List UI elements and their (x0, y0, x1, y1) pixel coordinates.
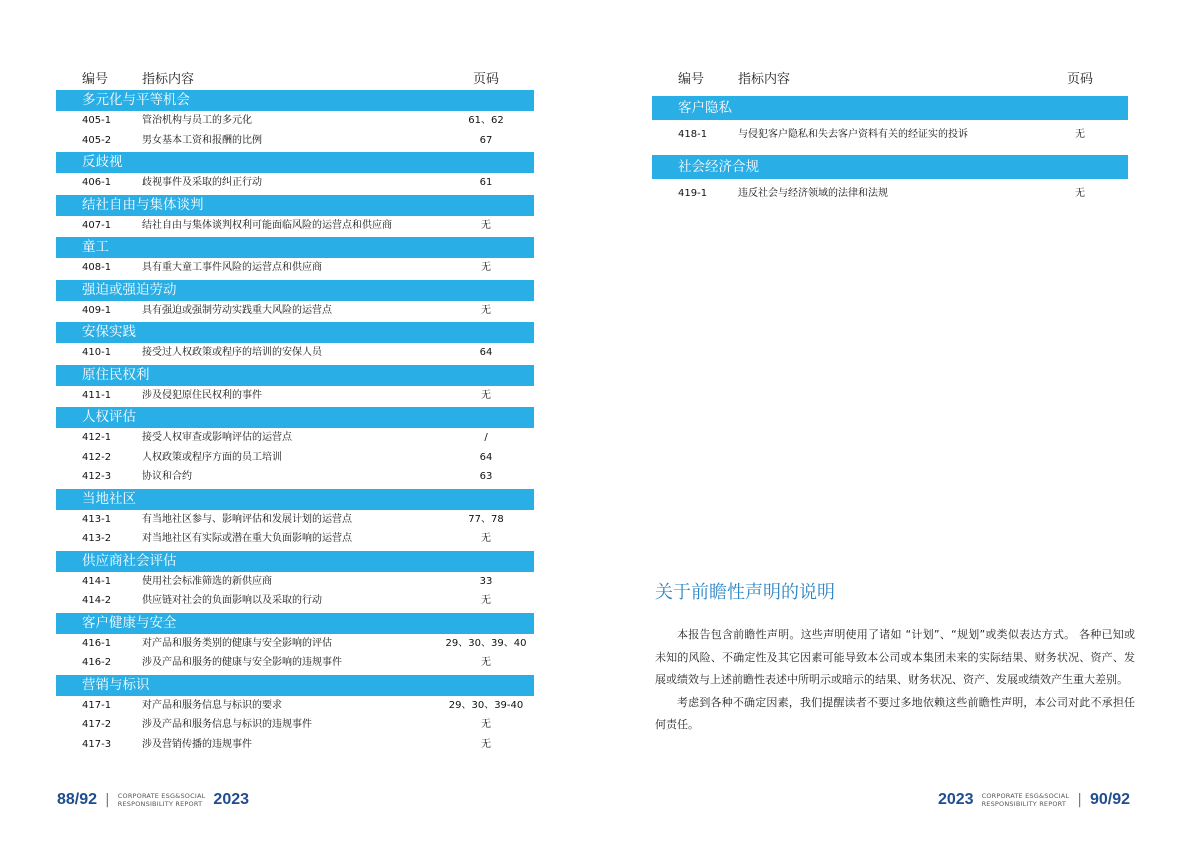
page-reference: 无 (481, 738, 491, 750)
section-heading: 童工 (56, 237, 534, 258)
section-heading: 反歧视 (56, 152, 534, 173)
footer-right (938, 788, 1130, 812)
indicator-description: 具有强迫或强制劳动实践重大风险的运营点 (142, 304, 332, 316)
table-row (56, 216, 534, 236)
page-number-right: 90/92 (1089, 791, 1130, 808)
indicator-description: 接受人权审查或影响评估的运营点 (142, 432, 292, 443)
section-heading: 人权评估 (56, 407, 534, 428)
indicator-code: 418-1 (678, 129, 708, 140)
report-name-line-2: RESPONSIBILITY REPORT (117, 800, 203, 808)
indicator-code: 410-1 (82, 347, 112, 358)
forward-looking-statement (655, 578, 1135, 737)
page-number-left: 88/92 (57, 791, 98, 808)
page-reference: 无 (1075, 129, 1085, 140)
indicator-description: 使用社会标准筛选的新供应商 (142, 575, 272, 587)
table-header (56, 62, 534, 88)
indicator-description: 具有重大童工事件风险的运营点和供应商 (142, 262, 322, 273)
indicator-description: 涉及产品和服务的健康与安全影响的违规事件 (142, 657, 342, 668)
section-heading: 原住民权利 (56, 365, 534, 386)
header-page: 页码 (1066, 72, 1094, 87)
page-reference: 无 (1075, 188, 1085, 199)
page-reference: 64 (479, 347, 493, 358)
indicator-code: 417-3 (82, 738, 112, 750)
table-row (56, 343, 534, 363)
footer-separator: | (1077, 792, 1082, 808)
statement-paragraph-1: 本报告包含前瞻性声明。这些声明使用了诸如 “计划”、“规划”或类似表达方式。 各种已知或未知的风险、不确定性及其它因素可能导致本公司或本集团未来的实际结果、财务状况、资产、发展或绩效与上述前瞻性表述中所明示或暗示的结果、财务状况、资产、发展或绩效产生重大差别。 (655, 628, 1135, 686)
page-reference: 无 (481, 262, 491, 273)
indicator-description: 结社自由与集体谈判权利可能面临风险的运营点和供应商 (142, 219, 392, 231)
indicator-code: 416-1 (82, 637, 112, 649)
page-reference: 61、62 (468, 115, 504, 126)
indicator-code: 414-1 (82, 575, 112, 587)
indicator-code: 405-1 (82, 115, 112, 126)
indicator-code: 416-2 (82, 657, 112, 668)
table-row (56, 111, 534, 131)
page-reference: 33 (479, 575, 493, 587)
table-row (56, 696, 534, 716)
page-reference: 67 (479, 134, 493, 146)
table-row (56, 591, 534, 611)
indicator-code: 412-1 (82, 432, 112, 443)
page-reference: 无 (481, 533, 491, 544)
indicator-description: 对产品和服务类别的健康与安全影响的评估 (142, 637, 332, 649)
table-row (56, 131, 534, 151)
section-heading: 社会经济合规 (652, 155, 1128, 179)
report-name-line-1: CORPORATE ESG&SOCIAL (981, 792, 1070, 800)
table-row (56, 529, 534, 549)
table-row (56, 653, 534, 673)
header-content: 指标内容 (738, 72, 791, 87)
header-page: 页码 (472, 72, 500, 87)
page-reference: 29、30、39-40 (448, 699, 524, 711)
table-row (56, 634, 534, 654)
indicator-description: 涉及侵犯原住民权利的事件 (142, 389, 262, 401)
right-index-table (652, 62, 1128, 208)
table-row (56, 301, 534, 321)
page-reference: 29、30、39、40 (445, 637, 527, 649)
indicator-code: 413-2 (82, 533, 112, 544)
indicator-code: 413-1 (82, 513, 112, 525)
indicator-code: 417-2 (82, 719, 112, 730)
section-heading: 安保实践 (56, 322, 534, 343)
table-row (56, 258, 534, 278)
indicator-code: 419-1 (678, 188, 708, 199)
section-heading: 强迫或强迫劳动 (56, 280, 534, 301)
left-index-table (56, 62, 534, 754)
table-row (652, 179, 1128, 208)
indicator-code: 405-2 (82, 134, 112, 146)
indicator-code: 411-1 (82, 389, 112, 401)
table-row (56, 510, 534, 530)
table-row (56, 715, 534, 735)
indicator-code: 407-1 (82, 219, 112, 231)
page-reference: 64 (479, 451, 493, 463)
table-row (652, 120, 1128, 149)
indicator-code: 414-2 (82, 595, 112, 606)
section-heading: 供应商社会评估 (56, 551, 534, 572)
indicator-description: 涉及产品和服务信息与标识的违规事件 (142, 719, 312, 730)
indicator-description: 对当地社区有实际或潜在重大负面影响的运营点 (142, 533, 352, 544)
indicator-description: 对产品和服务信息与标识的要求 (142, 699, 282, 711)
page-reference: 无 (481, 219, 491, 231)
page-reference: 无 (481, 389, 491, 401)
table-header (652, 62, 1128, 90)
section-heading: 结社自由与集体谈判 (56, 195, 534, 216)
report-name (982, 792, 1070, 808)
table-row (56, 735, 534, 755)
statement-title: 关于前瞻性声明的说明 (655, 582, 835, 603)
section-heading: 当地社区 (56, 489, 534, 510)
page-reference: 无 (481, 304, 491, 316)
footer-left (57, 788, 249, 812)
section-heading: 客户健康与安全 (56, 613, 534, 634)
page-reference: / (484, 432, 488, 443)
report-name-line-1: CORPORATE ESG&SOCIAL (117, 792, 206, 800)
page-reference: 63 (479, 471, 493, 482)
table-row (56, 173, 534, 193)
page-reference: 61 (479, 177, 493, 188)
table-row (56, 386, 534, 406)
indicator-description: 供应链对社会的负面影响以及采取的行动 (142, 595, 322, 606)
section-heading: 多元化与平等机会 (56, 90, 534, 111)
indicator-description: 男女基本工资和报酬的比例 (142, 134, 262, 146)
report-year: 2023 (937, 791, 974, 808)
footer-separator: | (105, 792, 110, 808)
page-reference: 无 (481, 719, 491, 730)
section-heading: 营销与标识 (56, 675, 534, 696)
table-row (56, 572, 534, 592)
statement-paragraph-2: 考虑到各种不确定因素，我们提醒读者不要过多地依赖这些前瞻性声明，本公司对此不承担任何责任。 (655, 695, 1135, 731)
indicator-description: 与侵犯客户隐私和失去客户资料有关的经证实的投诉 (738, 129, 968, 140)
indicator-code: 412-3 (82, 471, 112, 482)
page-reference: 77、78 (468, 513, 504, 525)
indicator-description: 涉及营销传播的违规事件 (142, 738, 252, 750)
indicator-code: 408-1 (82, 262, 112, 273)
indicator-code: 409-1 (82, 304, 112, 316)
indicator-description: 违反社会与经济领域的法律和法规 (738, 188, 888, 199)
indicator-description: 有当地社区参与、影响评估和发展计划的运营点 (142, 513, 352, 525)
page-reference: 无 (481, 595, 491, 606)
report-name (118, 792, 206, 808)
report-name-line-2: RESPONSIBILITY REPORT (981, 800, 1067, 808)
indicator-description: 管治机构与员工的多元化 (142, 115, 252, 126)
page-reference: 无 (481, 657, 491, 668)
header-content: 指标内容 (142, 72, 195, 87)
report-year: 2023 (213, 791, 250, 808)
header-code: 编号 (82, 72, 109, 87)
indicator-description: 人权政策或程序方面的员工培训 (142, 451, 282, 463)
indicator-code: 406-1 (82, 177, 112, 188)
indicator-code: 412-2 (82, 451, 112, 463)
indicator-description: 协议和合约 (142, 471, 192, 482)
header-code: 编号 (678, 72, 705, 87)
indicator-code: 417-1 (82, 699, 112, 711)
indicator-description: 接受过人权政策或程序的培训的安保人员 (142, 347, 322, 358)
table-row (56, 428, 534, 448)
indicator-description: 歧视事件及采取的纠正行动 (142, 177, 262, 188)
table-row (56, 467, 534, 487)
section-heading: 客户隐私 (652, 96, 1128, 120)
table-row (56, 448, 534, 468)
